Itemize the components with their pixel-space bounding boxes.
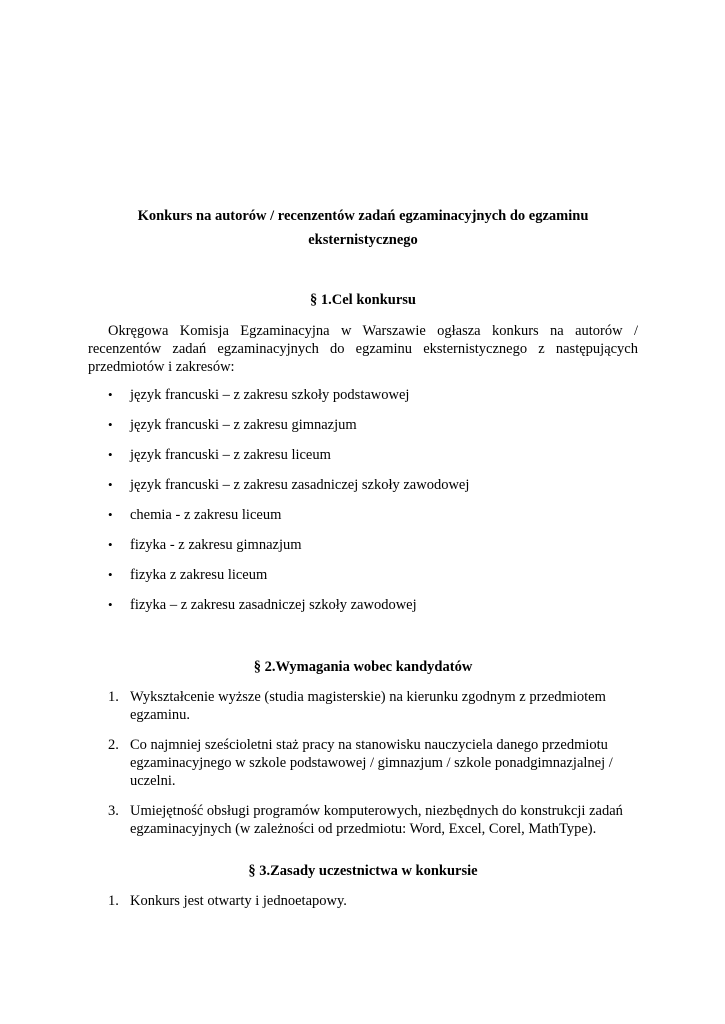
list-item xyxy=(88,596,638,626)
list-item-number: 3. xyxy=(108,803,119,819)
list-item xyxy=(88,476,638,506)
document-title xyxy=(88,204,638,252)
list-item-text: fizyka z zakresu liceum xyxy=(130,567,268,583)
intro-line-1: Okręgowa Komisja Egzaminacyjna w Warszawie ogłasza konkurs na autorów / xyxy=(108,323,638,339)
bullet-icon: • xyxy=(108,507,113,522)
list-item-text: Konkurs jest otwarty i jednoetapowy. xyxy=(130,893,347,909)
subjects-list xyxy=(88,386,638,626)
list-item xyxy=(88,506,638,536)
rules-list xyxy=(88,892,638,922)
list-item xyxy=(88,802,638,838)
list-item xyxy=(88,688,638,724)
list-item-number: 2. xyxy=(108,737,119,753)
section-3-heading: § 3.Zasady uczestnictwa w konkursie xyxy=(248,863,478,879)
list-item xyxy=(88,416,638,446)
intro-line-2: recenzentów zadań egzaminacyjnych do egzaminu eksternistycznego z następujących xyxy=(88,341,638,357)
bullet-icon: • xyxy=(108,387,113,402)
list-item-text: fizyka - z zakresu gimnazjum xyxy=(130,537,302,553)
list-item-text: chemia - z zakresu liceum xyxy=(130,507,282,523)
list-item-text: Wykształcenie wyższe (studia magisterskie) na kierunku zgodnym z przedmiotem egzaminu. xyxy=(130,689,606,723)
list-item-number: 1. xyxy=(108,893,119,909)
intro-line-3: przedmiotów i zakresów: xyxy=(88,359,235,375)
list-item xyxy=(88,892,638,910)
bullet-icon: • xyxy=(108,597,113,612)
list-item-text: język francuski – z zakresu zasadniczej szkoły zawodowej xyxy=(130,477,470,493)
bullet-icon: • xyxy=(108,417,113,432)
list-item-text: język francuski – z zakresu gimnazjum xyxy=(130,417,357,433)
list-item xyxy=(88,736,638,790)
list-item-text: fizyka – z zakresu zasadniczej szkoły zawodowej xyxy=(130,597,417,613)
bullet-icon: • xyxy=(108,537,113,552)
section-2-heading: § 2.Wymagania wobec kandydatów xyxy=(253,659,473,675)
bullet-icon: • xyxy=(108,447,113,462)
bullet-icon: • xyxy=(108,477,113,492)
bullet-icon: • xyxy=(108,567,113,582)
document-title-line-1: Konkurs na autorów / recenzentów zadań egzaminacyjnych do egzaminu xyxy=(137,208,589,224)
list-item xyxy=(88,566,638,596)
list-item-number: 1. xyxy=(108,689,119,705)
list-item-text: Umiejętność obsługi programów komputerowych, niezbędnych do konstrukcji zadań egzaminacyjnych (w zależności od przedmiotu: Word, Excel, Corel, MathType). xyxy=(130,803,623,837)
document-title-line-2: eksternistycznego xyxy=(308,232,418,248)
section-1-intro xyxy=(88,322,638,376)
list-item xyxy=(88,536,638,566)
list-item-text: Co najmniej sześcioletni staż pracy na stanowisku nauczyciela danego przedmiotu egzaminacyjnego w szkole podstawowej / gimnazjum / szkole ponadgimnazjalnej / uczelni. xyxy=(130,737,613,789)
list-item-text: język francuski – z zakresu szkoły podstawowej xyxy=(130,387,410,403)
requirements-list xyxy=(88,688,638,850)
list-item-text: język francuski – z zakresu liceum xyxy=(130,447,331,463)
section-1-heading: § 1.Cel konkursu xyxy=(310,292,416,308)
list-item xyxy=(88,446,638,476)
list-item xyxy=(88,386,638,416)
